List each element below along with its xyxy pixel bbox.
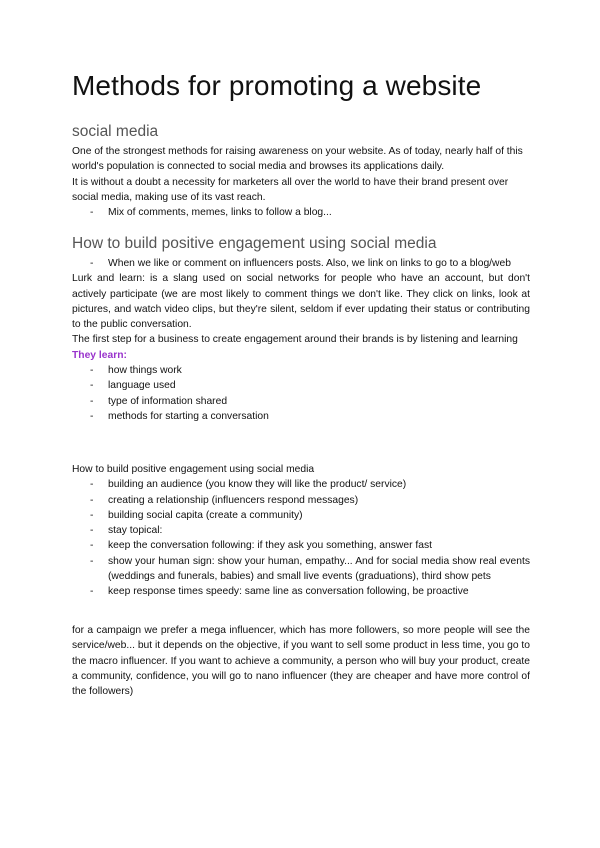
list-item: - keep response times speedy: same line as conversation following, be proactive [72,584,530,599]
campaign-body [72,623,530,699]
paragraph: The first step for a business to create engagement around their brands is by listening and learning [72,334,518,346]
section-heading-engagement: How to build positive engagement using social media [72,235,437,252]
paragraph: It is without a doubt a necessity for marketers all over the world to have their brand present over social media, making use of its vast reach. [72,176,509,203]
list-item: - building social capita (create a community) [72,508,530,523]
list-item: - language used [72,378,530,393]
list-item: - show your human sign: show your human, empathy... And for social media show real events (weddings and funerals, babies) and small live events (graduations), third show pets [72,554,530,585]
list-item: - When we like or comment on influencers posts. Also, we link on links to go to a blog/web [72,256,530,271]
paragraph: for a campaign we prefer a mega influencer, which has more followers, so more people will see the service/web... but it depends on the objective, if you want to sell some product in less time, you go to the macro influencer. If you want to achieve a community, a person who will buy your product, create a community, confidence, you will go to nano influencer (they are cheaper and have more control of the followers) [72,625,530,698]
engagement2-body [72,462,530,600]
list-item: - Mix of comments, memes, links to follow a blog... [72,205,530,220]
paragraph: One of the strongest methods for raising awareness on your website. As of today, nearly half of this world's population is connected to social media and browses its applications daily. [72,146,523,173]
list-item: - building an audience (you know they will like the product/ service) [72,477,530,492]
they-learn-list [72,363,530,424]
section-subheading: How to build positive engagement using social media [72,464,315,475]
list-item: - methods for starting a conversation [72,409,530,424]
list-item: - creating a relationship (influencers respond messages) [72,493,530,508]
engagement-body [72,256,530,424]
list-item: - how things work [72,363,530,378]
social-media-body [72,144,530,220]
section-heading-social-media: social media [72,123,159,140]
they-learn-label: They learn: [72,349,127,361]
page-title: Methods for promoting a website [72,70,482,101]
engagement2-list [72,477,530,599]
list-item: - type of information shared [72,394,530,409]
bullet-list [72,256,530,271]
list-item: - keep the conversation following: if they ask you something, answer fast [72,538,530,553]
bullet-list [72,205,530,220]
list-item: - stay topical: [72,523,530,538]
paragraph: Lurk and learn: is a slang used on social networks for people who have an account, but don't actively participate (we are most likely to comment things we don't like. They click on links, look at pictures, and watch video clips, but they're silent, seldom if ever updating their status or contributing to the public conversation. [72,273,530,331]
